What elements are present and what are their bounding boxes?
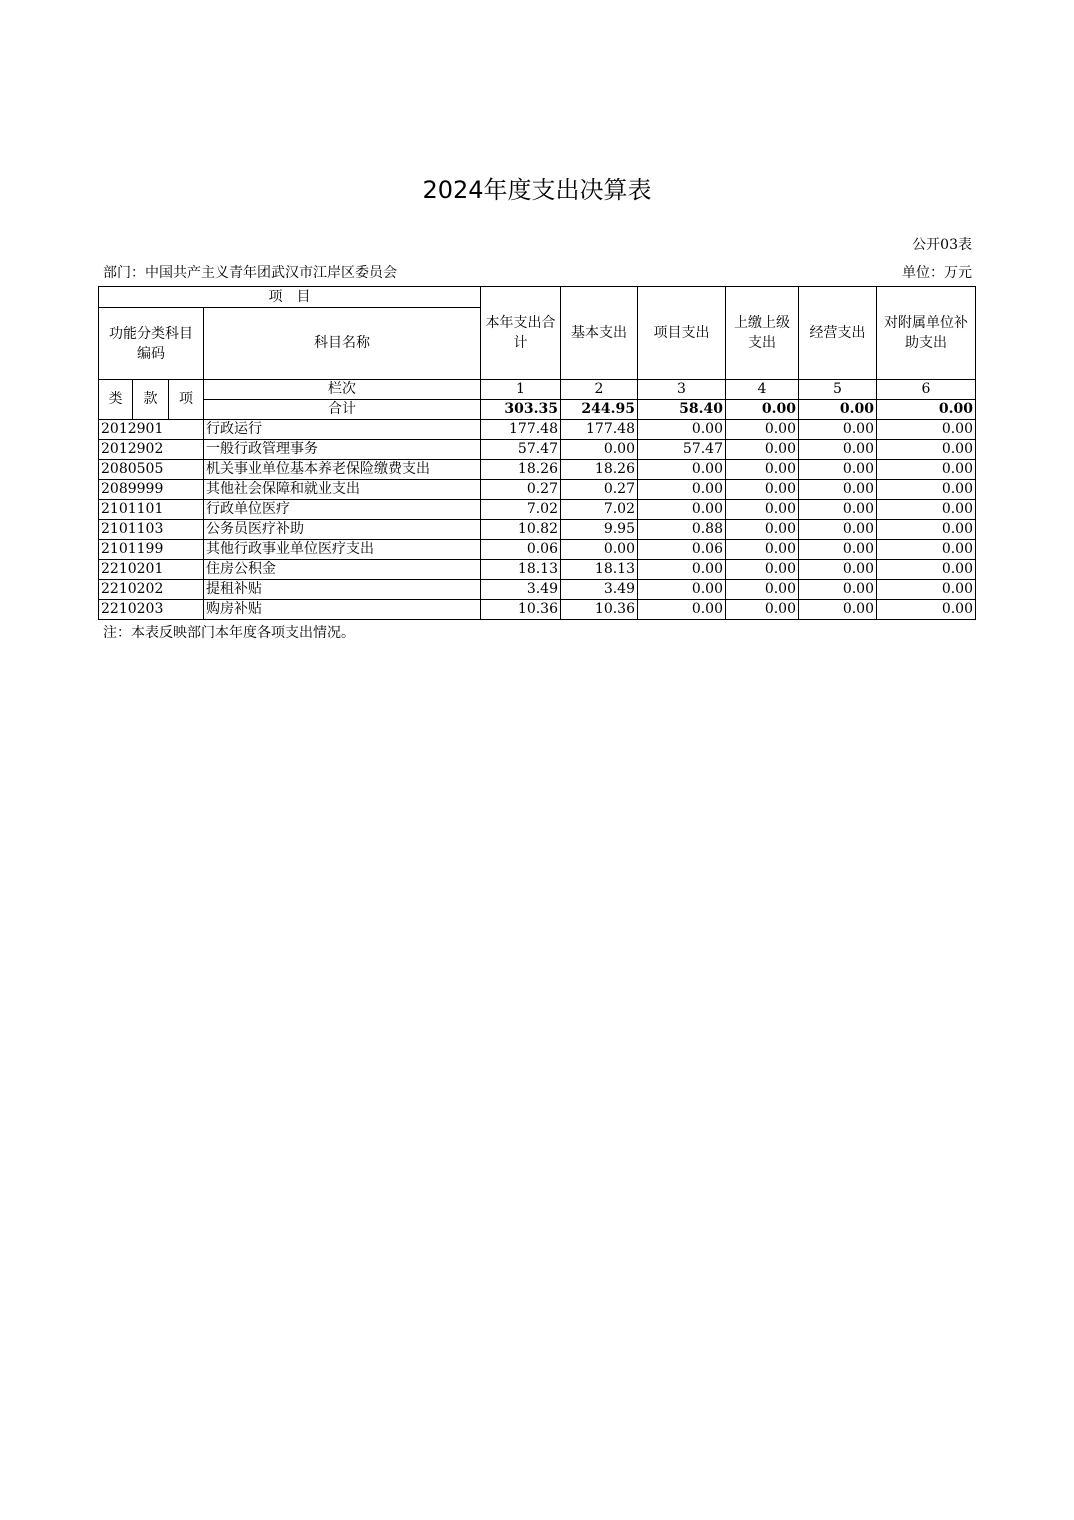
header-func-code: 功能分类科目编码	[99, 308, 204, 380]
row-value: 0.00	[726, 600, 799, 620]
row-code: 2012901	[99, 420, 204, 440]
row-subject-name: 机关事业单位基本养老保险缴费支出	[204, 460, 481, 480]
row-subject-name: 一般行政管理事务	[204, 440, 481, 460]
header-lei: 类	[99, 380, 133, 420]
row-value: 18.26	[481, 460, 561, 480]
row-code: 2012902	[99, 440, 204, 460]
row-value: 0.00	[799, 520, 877, 540]
row-value: 0.88	[638, 520, 726, 540]
row-value: 10.36	[481, 600, 561, 620]
total-value: 58.40	[638, 400, 726, 420]
row-subject-name: 公务员医疗补助	[204, 520, 481, 540]
row-value: 0.00	[726, 540, 799, 560]
header-subject-name: 科目名称	[204, 308, 481, 380]
row-value: 0.00	[726, 520, 799, 540]
row-value: 10.82	[481, 520, 561, 540]
header-upper: 上缴上级支出	[726, 287, 799, 380]
row-value: 7.02	[481, 500, 561, 520]
row-subject-name: 行政运行	[204, 420, 481, 440]
row-value: 0.00	[877, 500, 976, 520]
row-value: 0.00	[638, 500, 726, 520]
form-number: 公开03表	[912, 237, 972, 253]
row-value: 0.00	[877, 420, 976, 440]
row-value: 0.00	[726, 560, 799, 580]
row-value: 0.00	[726, 440, 799, 460]
row-subject-name: 其他社会保障和就业支出	[204, 480, 481, 500]
header-total: 本年支出合计	[481, 287, 561, 380]
total-value: 0.00	[799, 400, 877, 420]
row-value: 0.00	[638, 460, 726, 480]
row-value: 0.00	[726, 460, 799, 480]
col-num: 1	[481, 380, 561, 400]
report-title: 2024年度支出决算表	[422, 176, 652, 204]
header-project: 项 目	[99, 287, 481, 308]
row-value: 0.00	[799, 440, 877, 460]
table-row	[99, 600, 976, 620]
row-value: 18.13	[481, 560, 561, 580]
row-value: 3.49	[481, 580, 561, 600]
row-value: 0.00	[799, 500, 877, 520]
row-value: 0.00	[638, 580, 726, 600]
row-subject-name: 提租补贴	[204, 580, 481, 600]
total-row	[99, 400, 976, 420]
row-value: 0.00	[638, 480, 726, 500]
table-row	[99, 460, 976, 480]
table-row	[99, 580, 976, 600]
total-value: 244.95	[561, 400, 638, 420]
row-value: 0.00	[799, 460, 877, 480]
row-subject-name: 购房补贴	[204, 600, 481, 620]
table-row	[99, 440, 976, 460]
row-code: 2101101	[99, 500, 204, 520]
row-value: 0.27	[481, 480, 561, 500]
header-business: 经营支出	[799, 287, 877, 380]
row-value: 0.00	[638, 600, 726, 620]
row-value: 18.26	[561, 460, 638, 480]
row-value: 0.00	[799, 480, 877, 500]
row-value: 0.00	[799, 600, 877, 620]
header-kuan: 款	[133, 380, 169, 420]
row-value: 10.36	[561, 600, 638, 620]
row-value: 0.00	[726, 420, 799, 440]
row-value: 0.00	[799, 580, 877, 600]
header-subsidy: 对附属单位补助支出	[877, 287, 976, 380]
col-num: 5	[799, 380, 877, 400]
total-value: 0.00	[726, 400, 799, 420]
row-value: 0.00	[638, 420, 726, 440]
total-label: 合计	[204, 400, 481, 420]
col-num: 3	[638, 380, 726, 400]
row-value: 0.00	[726, 580, 799, 600]
row-value: 0.00	[799, 540, 877, 560]
row-value: 0.00	[877, 540, 976, 560]
row-code: 2101199	[99, 540, 204, 560]
row-value: 0.00	[638, 560, 726, 580]
row-value: 9.95	[561, 520, 638, 540]
department-label: 部门：中国共产主义青年团武汉市江岸区委员会	[103, 265, 397, 281]
row-value: 3.49	[561, 580, 638, 600]
row-value: 18.13	[561, 560, 638, 580]
row-code: 2101103	[99, 520, 204, 540]
header-basic: 基本支出	[561, 287, 638, 380]
row-value: 0.06	[638, 540, 726, 560]
header-project-exp: 项目支出	[638, 287, 726, 380]
table-row	[99, 480, 976, 500]
row-value: 0.06	[481, 540, 561, 560]
table-row	[99, 520, 976, 540]
header-xiang: 项	[169, 380, 204, 420]
row-value: 0.27	[561, 480, 638, 500]
row-subject-name: 行政单位医疗	[204, 500, 481, 520]
total-value: 0.00	[877, 400, 976, 420]
row-value: 0.00	[877, 600, 976, 620]
row-value: 0.00	[726, 500, 799, 520]
col-num: 4	[726, 380, 799, 400]
row-code: 2210201	[99, 560, 204, 580]
col-num: 2	[561, 380, 638, 400]
row-value: 0.00	[561, 440, 638, 460]
row-value: 0.00	[877, 460, 976, 480]
row-value: 7.02	[561, 500, 638, 520]
row-value: 0.00	[799, 420, 877, 440]
row-value: 0.00	[877, 560, 976, 580]
row-value: 57.47	[638, 440, 726, 460]
unit-label: 单位：万元	[902, 265, 972, 281]
row-value: 0.00	[877, 480, 976, 500]
row-value: 0.00	[877, 520, 976, 540]
row-code: 2210202	[99, 580, 204, 600]
total-value: 303.35	[481, 400, 561, 420]
table-note: 注：本表反映部门本年度各项支出情况。	[103, 625, 355, 641]
expenditure-table	[98, 286, 976, 620]
row-value: 0.00	[877, 440, 976, 460]
row-subject-name: 住房公积金	[204, 560, 481, 580]
row-value: 177.48	[481, 420, 561, 440]
table-row	[99, 500, 976, 520]
row-value: 0.00	[726, 480, 799, 500]
row-code: 2089999	[99, 480, 204, 500]
header-lanci: 栏次	[204, 380, 481, 400]
row-value: 57.47	[481, 440, 561, 460]
row-code: 2080505	[99, 460, 204, 480]
table-row	[99, 540, 976, 560]
table-row	[99, 420, 976, 440]
col-num: 6	[877, 380, 976, 400]
table-row	[99, 560, 976, 580]
row-subject-name: 其他行政事业单位医疗支出	[204, 540, 481, 560]
row-value: 0.00	[877, 580, 976, 600]
row-value: 177.48	[561, 420, 638, 440]
row-code: 2210203	[99, 600, 204, 620]
row-value: 0.00	[799, 560, 877, 580]
row-value: 0.00	[561, 540, 638, 560]
